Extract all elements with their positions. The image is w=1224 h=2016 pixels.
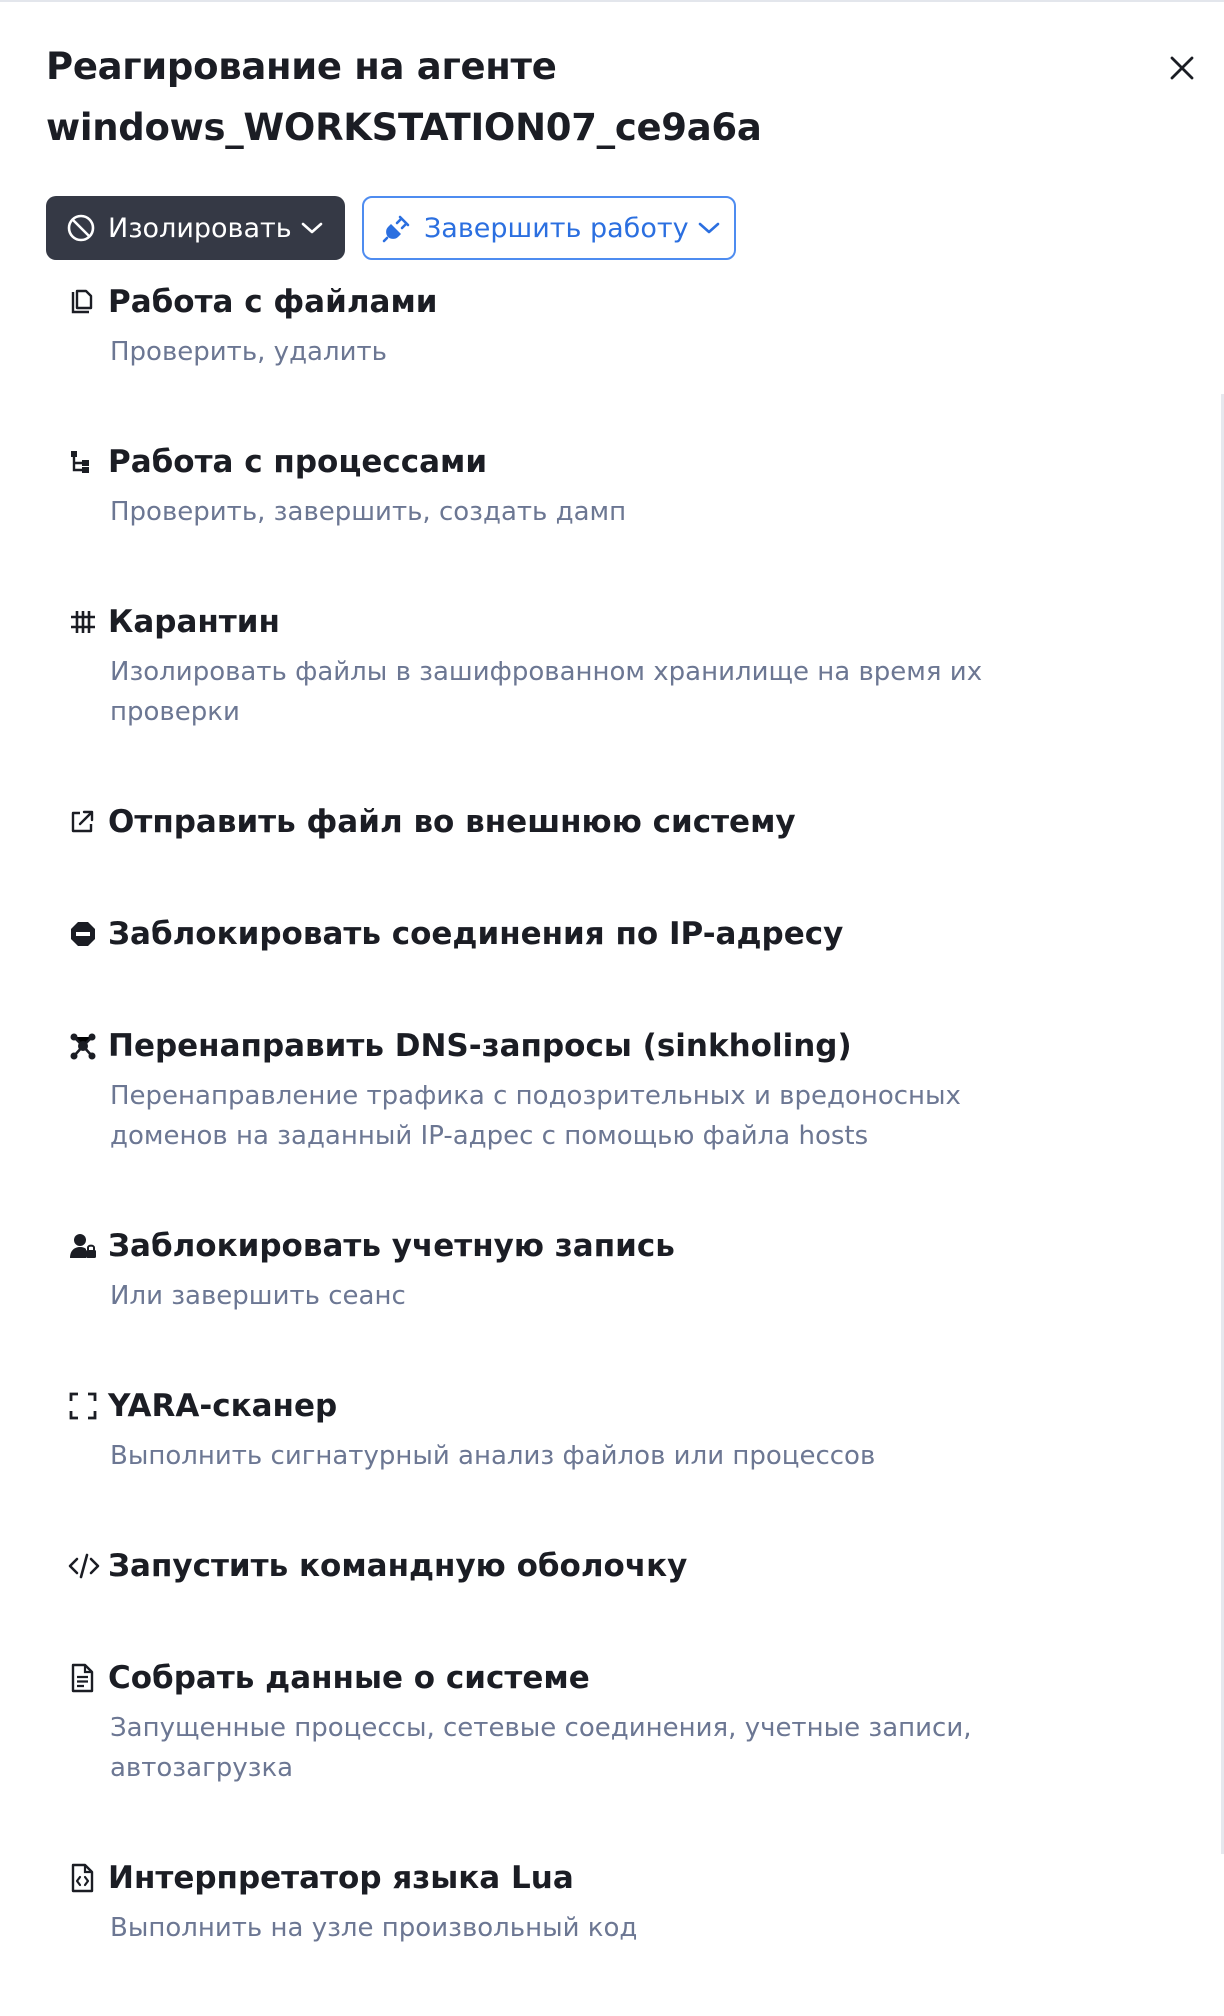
item-title: Интерпретатор языка Lua (108, 1860, 574, 1896)
item-description: Или завершить сеанс (110, 1281, 406, 1311)
list-item-lua-interpreter[interactable] (68, 1858, 1068, 1948)
item-title: Запустить командную оболочку (108, 1548, 688, 1584)
hash-icon (68, 606, 100, 638)
panel-header (46, 36, 1126, 158)
chevron-down-icon (300, 220, 324, 236)
plug-icon (382, 213, 412, 243)
list-item-send-file[interactable] (68, 802, 1068, 842)
item-title: Работа с файлами (108, 284, 438, 320)
item-title: Перенаправить DNS-запросы (sinkholing) (108, 1028, 852, 1064)
item-title: Работа с процессами (108, 444, 488, 480)
title-line-2: windows_WORKSTATION07_ce9a6a (46, 106, 762, 149)
document-icon (68, 1662, 100, 1694)
list-item-block-account[interactable] (68, 1226, 1068, 1316)
list-item-block-ip[interactable] (68, 914, 1068, 954)
list-item-processes[interactable] (68, 442, 1068, 532)
user-lock-icon (68, 1230, 100, 1262)
item-description: Выполнить сигнатурный анализ файлов или процессов (110, 1441, 876, 1471)
item-description: Выполнить на узле произвольный код (110, 1913, 638, 1943)
item-description: Запущенные процессы, сетевые соединения, учетные записи, автозагрузка (110, 1713, 972, 1783)
process-tree-icon (68, 446, 100, 478)
list-item-dns-sinkholing[interactable] (68, 1026, 1068, 1156)
isolate-label: Изолировать (108, 212, 292, 244)
block-icon (68, 918, 100, 950)
item-title: Карантин (108, 604, 280, 640)
item-title: Заблокировать учетную запись (108, 1228, 675, 1264)
title-line-1: Реагирование на агенте (46, 45, 557, 88)
shutdown-dropdown-button[interactable] (362, 196, 736, 260)
action-toolbar (46, 196, 736, 260)
item-title: Заблокировать соединения по IP-адресу (108, 916, 844, 952)
list-item-files[interactable] (68, 282, 1068, 372)
ban-icon (66, 213, 96, 243)
isolate-dropdown-button[interactable] (46, 196, 345, 260)
item-description: Изолировать файлы в зашифрованном хранилище на время их проверки (110, 657, 983, 727)
item-title: YARA-сканер (108, 1388, 338, 1424)
external-link-icon (68, 806, 100, 838)
page-title (46, 36, 1126, 158)
item-title: Отправить файл во внешнюю систему (108, 804, 796, 840)
scan-icon (68, 1390, 100, 1422)
code-icon (68, 1550, 100, 1582)
close-icon (1169, 55, 1195, 81)
close-button[interactable] (1164, 50, 1200, 86)
item-description: Проверить, удалить (110, 337, 387, 367)
list-item-quarantine[interactable] (68, 602, 1068, 732)
list-item-yara-scanner[interactable] (68, 1386, 1068, 1476)
item-description: Перенаправление трафика с подозрительных и вредоносных доменов на заданный IP-адрес с помощью файла hosts (110, 1081, 961, 1151)
chevron-down-icon (697, 220, 721, 236)
code-file-icon (68, 1862, 100, 1894)
item-title: Собрать данные о системе (108, 1660, 590, 1696)
shutdown-label: Завершить работу (424, 212, 689, 244)
list-item-collect-system-data[interactable] (68, 1658, 1068, 1788)
item-description: Проверить, завершить, создать дамп (110, 497, 627, 527)
list-item-command-shell[interactable] (68, 1546, 1068, 1586)
network-icon (68, 1030, 100, 1062)
files-icon (68, 286, 100, 318)
